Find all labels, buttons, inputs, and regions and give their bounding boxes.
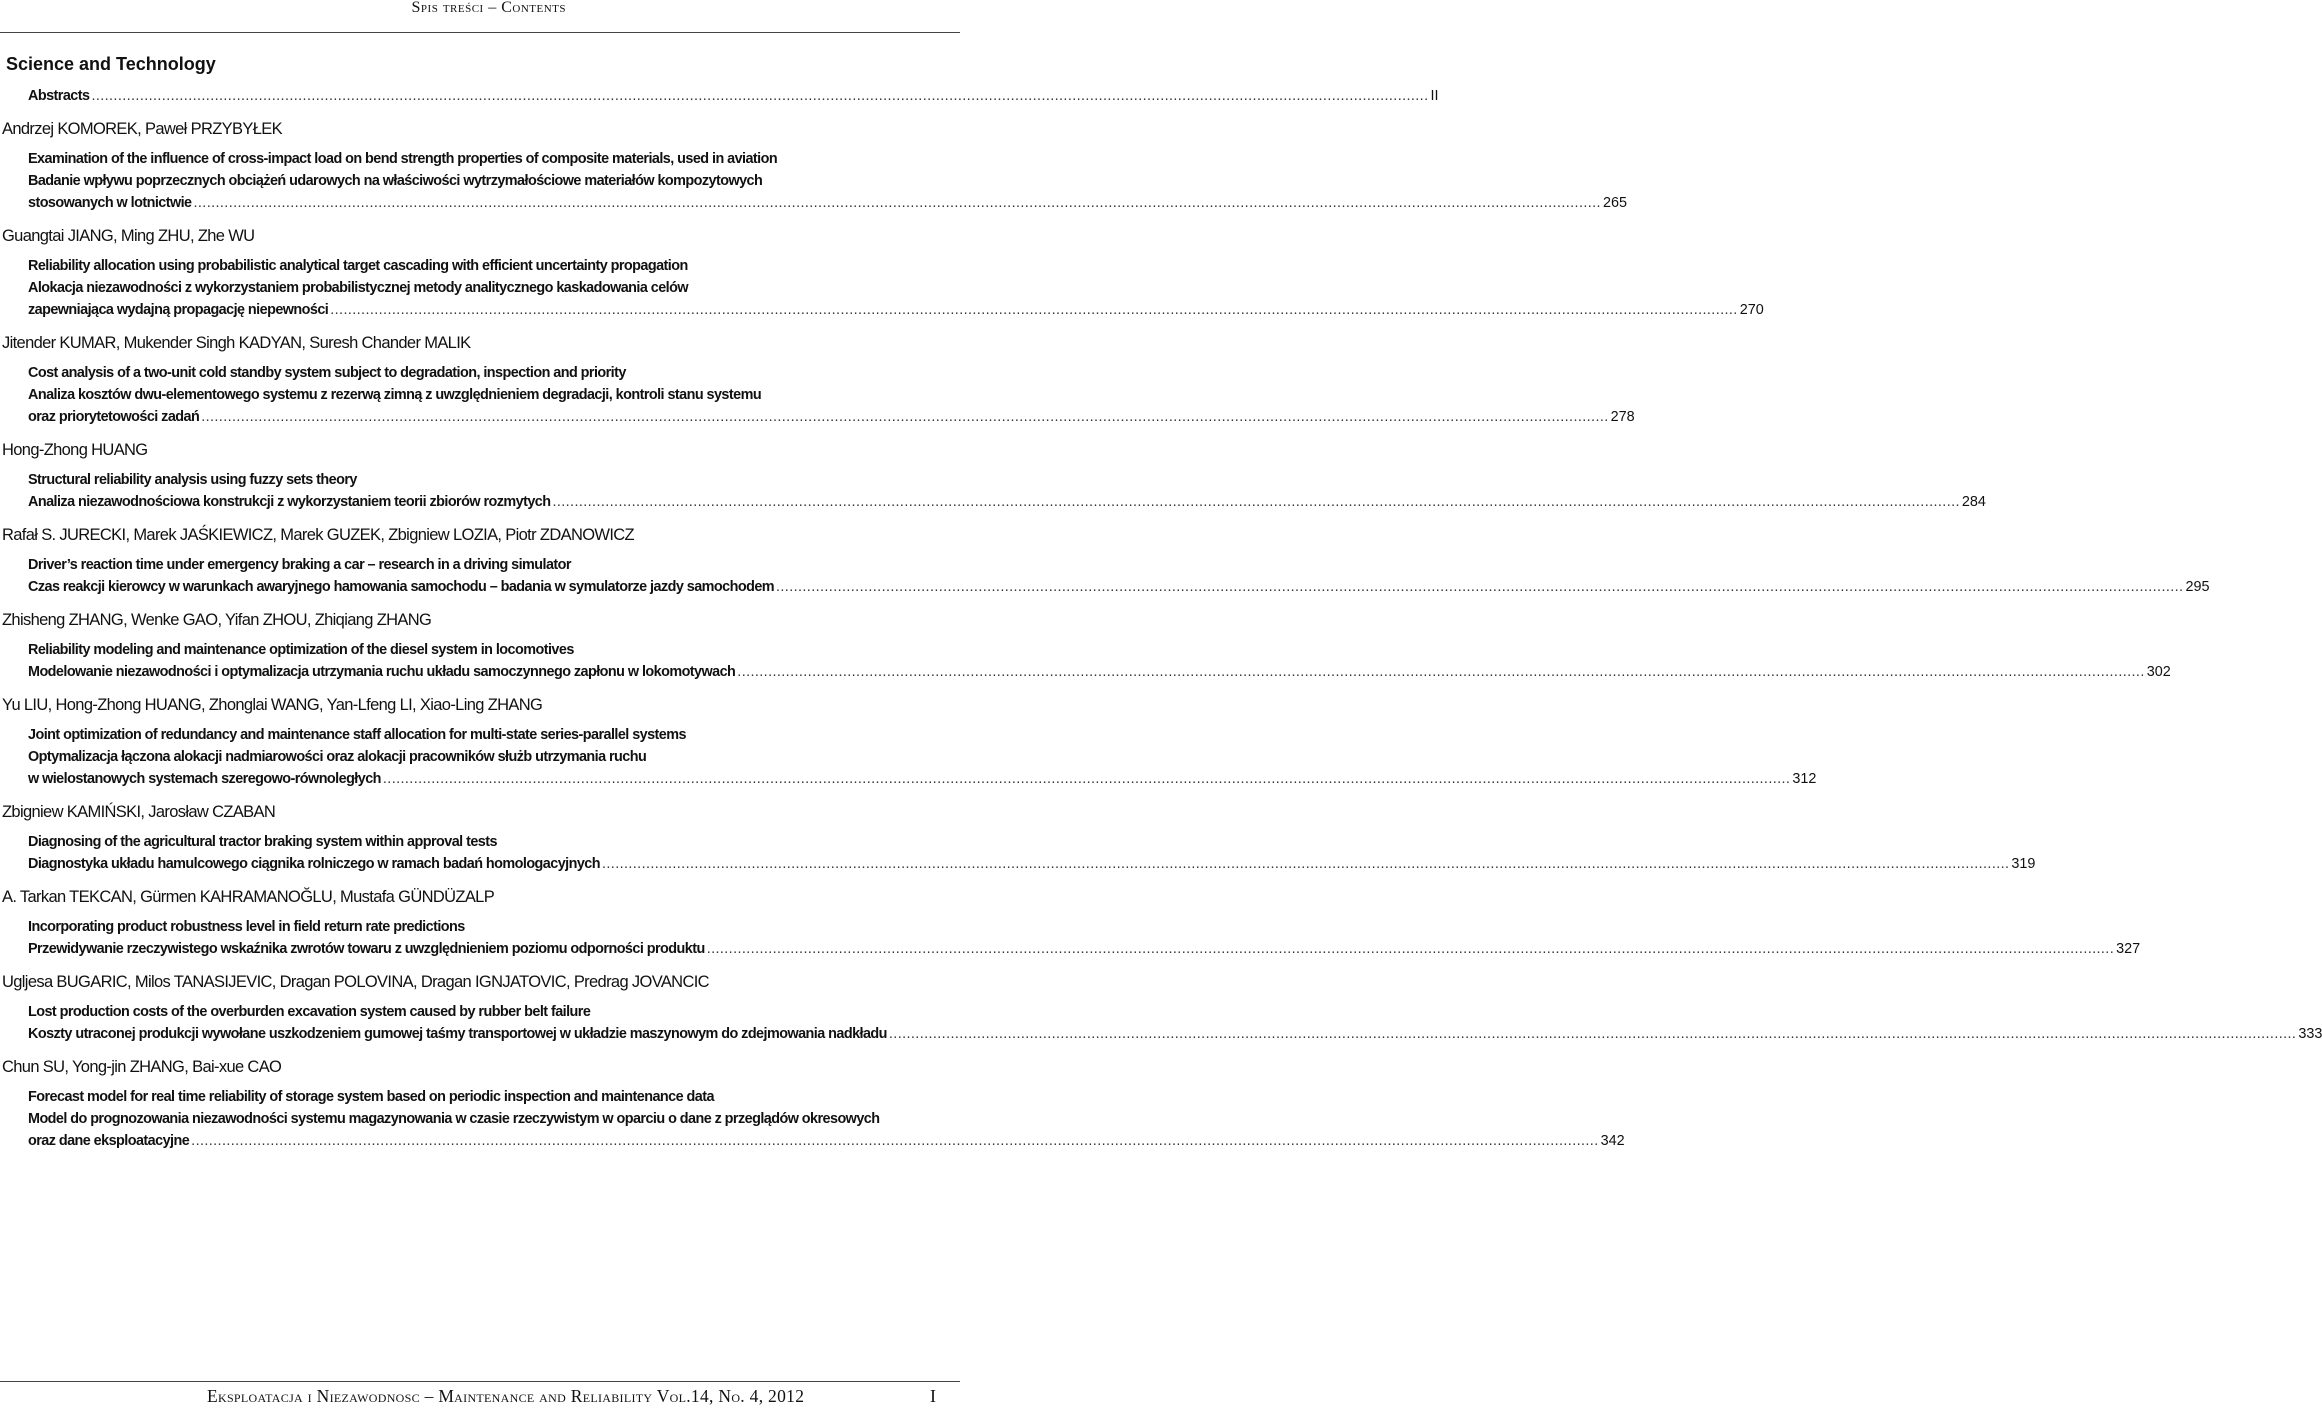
toc-entry — [0, 332, 1635, 428]
entry-page-line[interactable] — [28, 1023, 2322, 1045]
entry-title-last-line: Analiza niezawodnościowa konstrukcji z wykorzystaniem teorii zbiorów rozmytych — [28, 494, 551, 510]
toc-entry — [0, 118, 1627, 214]
entry-page-number: 302 — [2146, 664, 2171, 680]
entry-page-number: 295 — [2185, 579, 2210, 595]
running-header — [0, 0, 960, 33]
entry-list — [0, 118, 2322, 1152]
entry-title-last-line: Diagnostyka układu hamulcowego ciągnika rolniczego w ramach badań homologacyjnych — [28, 856, 600, 872]
entry-page-number: 284 — [1961, 494, 1986, 510]
entry-page-line[interactable] — [28, 938, 2141, 960]
entry-page-line[interactable] — [28, 406, 1635, 428]
journal-name: Eksploatacja i Niezawodnosc – Maintenance and Reliability Vol.14, No. 4, 2012 — [207, 1386, 805, 1406]
entry-title-last-line: zapewniająca wydajną propagację niepewności — [28, 302, 329, 318]
entry-title-line: Driver’s reaction time under emergency braking a car – research in a driving simulator — [28, 557, 571, 573]
dot-leader: ................................................................................................................................................................................................................................................................................................................................ — [191, 1133, 1599, 1149]
entry-page-number: 278 — [1610, 409, 1635, 425]
toc-entry — [0, 801, 2036, 875]
entry-title-last-line: Koszty utraconej produkcji wywołane uszkodzeniem gumowej taśmy transportowej w układzie maszynowym do zdejmowania nadkładu — [28, 1026, 887, 1042]
entry-title-line: Analiza kosztów dwu-elementowego systemu z rezerwą zimną z uwzględnieniem degradacji, kontroli stanu systemu — [28, 387, 762, 403]
entry-page-number: 333 — [2298, 1026, 2322, 1042]
section-title: Science and Technology — [6, 54, 216, 74]
dot-leader: ................................................................................................................................................................................................................................................................................................................................ — [706, 941, 2115, 957]
dot-leader: ................................................................................................................................................................................................................................................................................................................................ — [602, 856, 2010, 872]
entry-page-line[interactable] — [28, 299, 1764, 321]
toc-entry — [0, 1056, 1625, 1152]
entry-title-last-line: oraz dane eksploatacyjne — [28, 1133, 190, 1149]
entry-page-line[interactable] — [28, 853, 2036, 875]
toc-entry — [0, 886, 2141, 960]
toc-entry — [0, 971, 2322, 1045]
entry-title-line: Cost analysis of a two-unit cold standby system subject to degradation, inspection and priority — [28, 365, 626, 381]
entry-page-number: 270 — [1739, 302, 1764, 318]
entry-page-number: 342 — [1600, 1133, 1625, 1149]
toc-entry — [0, 225, 1764, 321]
entry-title-line: Reliability modeling and maintenance optimization of the diesel system in locomotives — [28, 642, 574, 658]
entry-authors: Andrzej KOMOREK, Paweł PRZYBYŁEK — [2, 120, 282, 138]
entry-title-line: Forecast model for real time reliability of storage system based on periodic inspection and maintenance data — [28, 1089, 714, 1105]
entry-page-number: 319 — [2011, 856, 2036, 872]
entry-title-line: Optymalizacja łączona alokacji nadmiarowości oraz alokacji pracowników służb utrzymania ruchu — [28, 749, 647, 765]
entry-page-line[interactable] — [28, 1130, 1625, 1152]
entry-authors: Zbigniew KAMIŃSKI, Jarosław CZABAN — [2, 803, 276, 821]
entry-authors: Jitender KUMAR, Mukender Singh KADYAN, Suresh Chander MALIK — [2, 334, 471, 352]
entry-page-number: 327 — [2116, 941, 2141, 957]
entry-authors: Chun SU, Yong-jin ZHANG, Bai-xue CAO — [2, 1058, 282, 1076]
table-of-contents — [0, 85, 2322, 1152]
entry-page-line[interactable] — [28, 491, 1986, 513]
abstracts-label: Abstracts — [28, 88, 90, 104]
entry-title-line: Incorporating product robustness level in field return rate predictions — [28, 919, 465, 935]
entry-authors: Guangtai JIANG, Ming ZHU, Zhe WU — [2, 227, 255, 245]
entry-page-number: 312 — [1792, 771, 1817, 787]
entry-authors: Hong-Zhong HUANG — [2, 441, 148, 459]
entry-title-last-line: Przewidywanie rzeczywistego wskaźnika zwrotów towaru z uwzględnieniem poziomu odporności produktu — [28, 941, 705, 957]
entry-page-line[interactable] — [28, 576, 2210, 598]
toc-entry — [0, 694, 1817, 790]
page-footer — [0, 1381, 960, 1413]
entry-title-last-line: oraz priorytetowości zadań — [28, 409, 200, 425]
dot-leader: ................................................................................................................................................................................................................................................................................................................................ — [552, 494, 1960, 510]
entry-authors: Rafał S. JURECKI, Marek JAŚKIEWICZ, Marek GUZEK, Zbigniew LOZIA, Piotr ZDANOWICZ — [2, 526, 634, 544]
entry-title-line: Joint optimization of redundancy and maintenance staff allocation for multi-state series-parallel systems — [28, 727, 686, 743]
toc-entry — [0, 609, 2171, 683]
dot-leader: ................................................................................................................................................................................................................................................................................................................................ — [193, 195, 1601, 211]
toc-entry — [0, 524, 2210, 598]
abstracts-page: II — [1430, 88, 1439, 104]
entry-title-line: Diagnosing of the agricultural tractor braking system within approval tests — [28, 834, 497, 850]
running-title: Spis treści – Contents — [411, 0, 566, 16]
entry-title-line: Structural reliability analysis using fuzzy sets theory — [28, 472, 357, 488]
entry-title-line: Badanie wpływu poprzecznych obciążeń udarowych na właściwości wytrzymałościowe materiałów kompozytowych — [28, 173, 763, 189]
abstracts-line[interactable] — [28, 85, 1439, 107]
entry-authors: Ugljesa BUGARIC, Milos TANASIJEVIC, Dragan POLOVINA, Dragan IGNJATOVIC, Predrag JOVANCIC — [2, 973, 709, 991]
entry-page-line[interactable] — [28, 661, 2171, 683]
dot-leader: ................................................................................................................................................................................................................................................................................................................ — [91, 88, 1429, 104]
dot-leader: ................................................................................................................................................................................................................................................................................................................................ — [776, 579, 2184, 595]
entry-title-line: Lost production costs of the overburden excavation system caused by rubber belt failure — [28, 1004, 591, 1020]
entry-authors: Zhisheng ZHANG, Wenke GAO, Yifan ZHOU, Zhiqiang ZHANG — [2, 611, 432, 629]
dot-leader: ................................................................................................................................................................................................................................................................................................................................ — [888, 1026, 2297, 1042]
entry-title-line: Alokacja niezawodności z wykorzystaniem probabilistycznej metody analitycznego kaskadowania celów — [28, 280, 689, 296]
entry-title-line: Model do prognozowania niezawodności systemu magazynowania w czasie rzeczywistym w oparciu o dane z przeglądów okresowych — [28, 1111, 880, 1127]
entry-page-line[interactable] — [28, 768, 1817, 790]
entry-title-last-line: stosowanych w lotnictwie — [28, 195, 192, 211]
entry-title-last-line: w wielostanowych systemach szeregowo-równoległych — [28, 771, 381, 787]
page-number: I — [930, 1386, 936, 1406]
dot-leader: ................................................................................................................................................................................................................................................................................................................................ — [737, 664, 2145, 680]
toc-entry — [0, 439, 1986, 513]
entry-title-last-line: Czas reakcji kierowcy w warunkach awaryjnego hamowania samochodu – badania w symulatorze jazdy samochodem — [28, 579, 775, 595]
entry-title-line: Examination of the influence of cross-impact load on bend strength properties of composite materials, used in aviation — [28, 151, 778, 167]
entry-authors: A. Tarkan TEKCAN, Gürmen KAHRAMANOĞLU, Mustafa GÜNDÜZALP — [2, 888, 495, 906]
dot-leader: ................................................................................................................................................................................................................................................................................................................................ — [382, 771, 1791, 787]
dot-leader: ................................................................................................................................................................................................................................................................................................................................ — [330, 302, 1738, 318]
entry-title-line: Reliability allocation using probabilistic analytical target cascading with efficient uncertainty propagation — [28, 258, 688, 274]
entry-page-line[interactable] — [28, 192, 1627, 214]
dot-leader: ................................................................................................................................................................................................................................................................................................................................ — [201, 409, 1609, 425]
entry-title-last-line: Modelowanie niezawodności i optymalizacja utrzymania ruchu układu samoczynnego zapłonu w lokomotywach — [28, 664, 736, 680]
entry-page-number: 265 — [1602, 195, 1627, 211]
entry-authors: Yu LIU, Hong-Zhong HUANG, Zhonglai WANG, Yan-Lfeng LI, Xiao-Ling ZHANG — [2, 696, 543, 714]
